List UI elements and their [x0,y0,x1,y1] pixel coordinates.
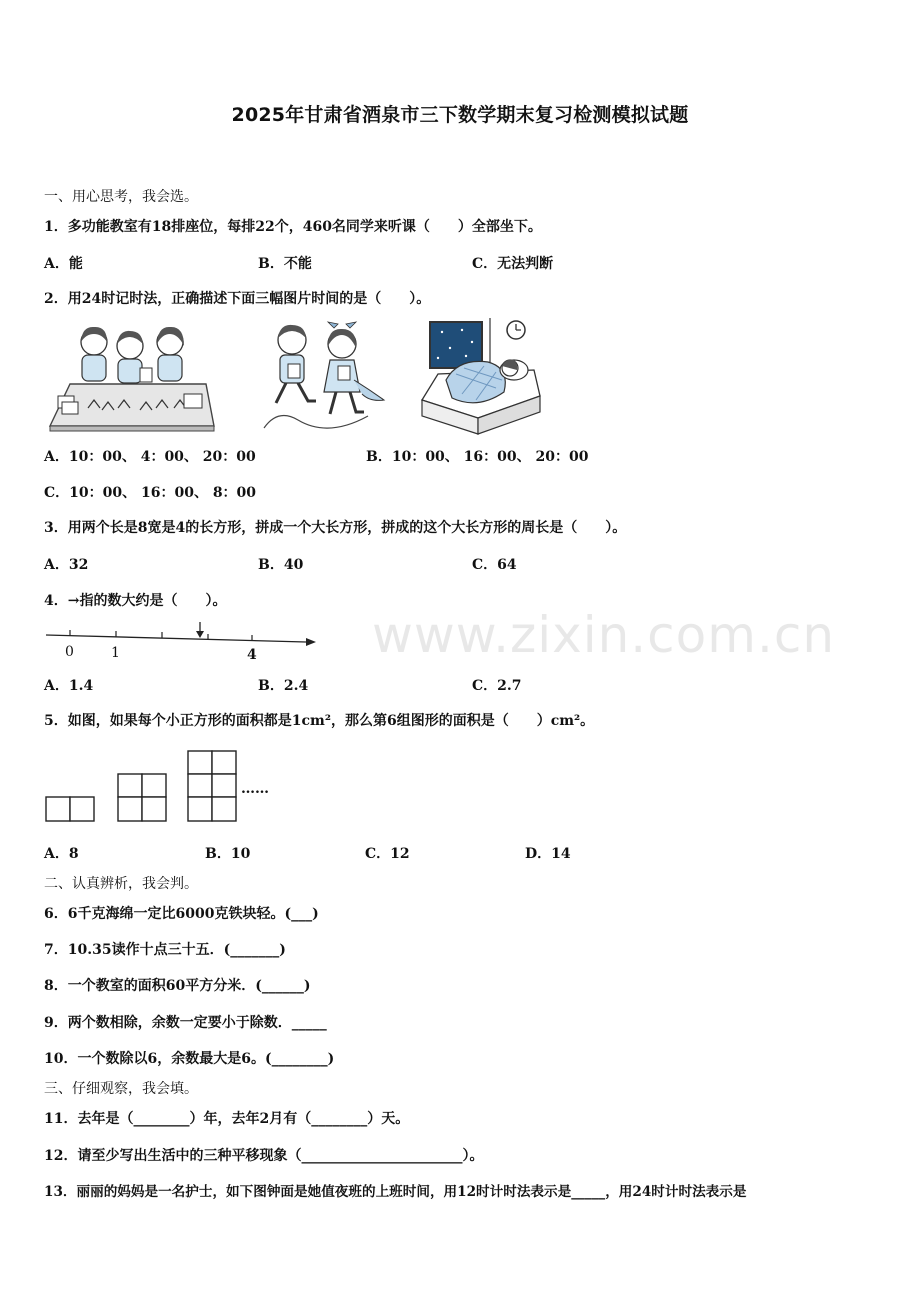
q12-statement: 12．请至少写出生活中的三种平移现象（_______________________）。 [44,1148,484,1164]
q1-option-c[interactable]: C．无法判断 [472,256,554,272]
illustration-kids-running [258,320,390,436]
q1-option-a[interactable]: A．能 [44,256,83,272]
q5-option-a[interactable]: A．8 [44,846,79,862]
q2-option-a[interactable]: A．10：00、 4：00、 20：00 [44,449,256,465]
q5-option-b[interactable]: B．10 [205,846,251,862]
q4-option-c[interactable]: C．2.7 [472,678,522,694]
q10-statement: 10．一个数除以6，余数最大是6。(________) [44,1051,335,1067]
q4-tick-label-0: 0 [65,644,74,660]
q3-option-c[interactable]: C．64 [472,557,517,573]
q5-option-d[interactable]: D．14 [525,846,571,862]
q3-stem: 3．用两个长是8宽是4的长方形，拼成一个大长方形，拼成的这个大长方形的周长是（ ）。 [44,520,627,536]
illustration-sleeping-child [418,318,544,436]
q3-option-b[interactable]: B．40 [258,557,304,573]
page-title: 2025年甘肃省酒泉市三下数学期末复习检测模拟试题 [231,104,689,126]
q6-statement: 6．6千克海绵一定比6000克铁块轻。(___) [44,906,319,922]
q8-statement: 8．一个教室的面积60平方分米．(______) [44,978,311,994]
q2-stem: 2．用24时记时法，正确描述下面三幅图片时间的是（ ）。 [44,291,431,307]
q5-grid-figures [44,748,244,822]
q1-option-b[interactable]: B．不能 [258,256,312,272]
q3-option-a[interactable]: A．32 [44,557,89,573]
q7-statement: 7．10.35读作十点三十五．(_______) [44,942,286,958]
q11-statement: 11．去年是（________）年，去年2月有（________）天。 [44,1111,410,1127]
q13-statement: 13．丽丽的妈妈是一名护士，如下图钟面是她值夜班的上班时间，用12时计时法表示是_____，用24时计时法表示是 [44,1184,747,1200]
q5-stem: 5．如图，如果每个小正方形的面积都是1cm²，那么第6组图形的面积是（ ）cm²。 [44,713,595,729]
section-1-heading: 一、用心思考，我会选。 [44,189,198,205]
q4-option-a[interactable]: A．1.4 [44,678,94,694]
watermark: www.zixin.com.cn [372,606,836,664]
section-3-heading: 三、仔细观察，我会填。 [44,1081,198,1097]
q1-stem: 1．多功能教室有18排座位，每排22个，460名同学来听课（ ）全部坐下。 [44,219,542,235]
q5-option-c[interactable]: C．12 [365,846,410,862]
q4-stem: 4．→指的数大约是（ ）。 [44,593,227,609]
q2-option-b[interactable]: B．10：00、 16：00、 20：00 [366,449,589,465]
q4-number-line [44,618,320,664]
section-2-heading: 二、认真辨析，我会判。 [44,876,198,892]
q9-statement: 9．两个数相除，余数一定要小于除数．_____ [44,1015,327,1031]
q4-option-b[interactable]: B．2.4 [258,678,309,694]
illustration-kids-at-table [44,322,220,434]
q4-tick-label-4: 4 [247,647,257,663]
q2-option-c[interactable]: C．10：00、 16：00、 8：00 [44,485,257,501]
q4-tick-label-1: 1 [111,645,120,661]
q5-ellipsis: …… [241,781,269,797]
